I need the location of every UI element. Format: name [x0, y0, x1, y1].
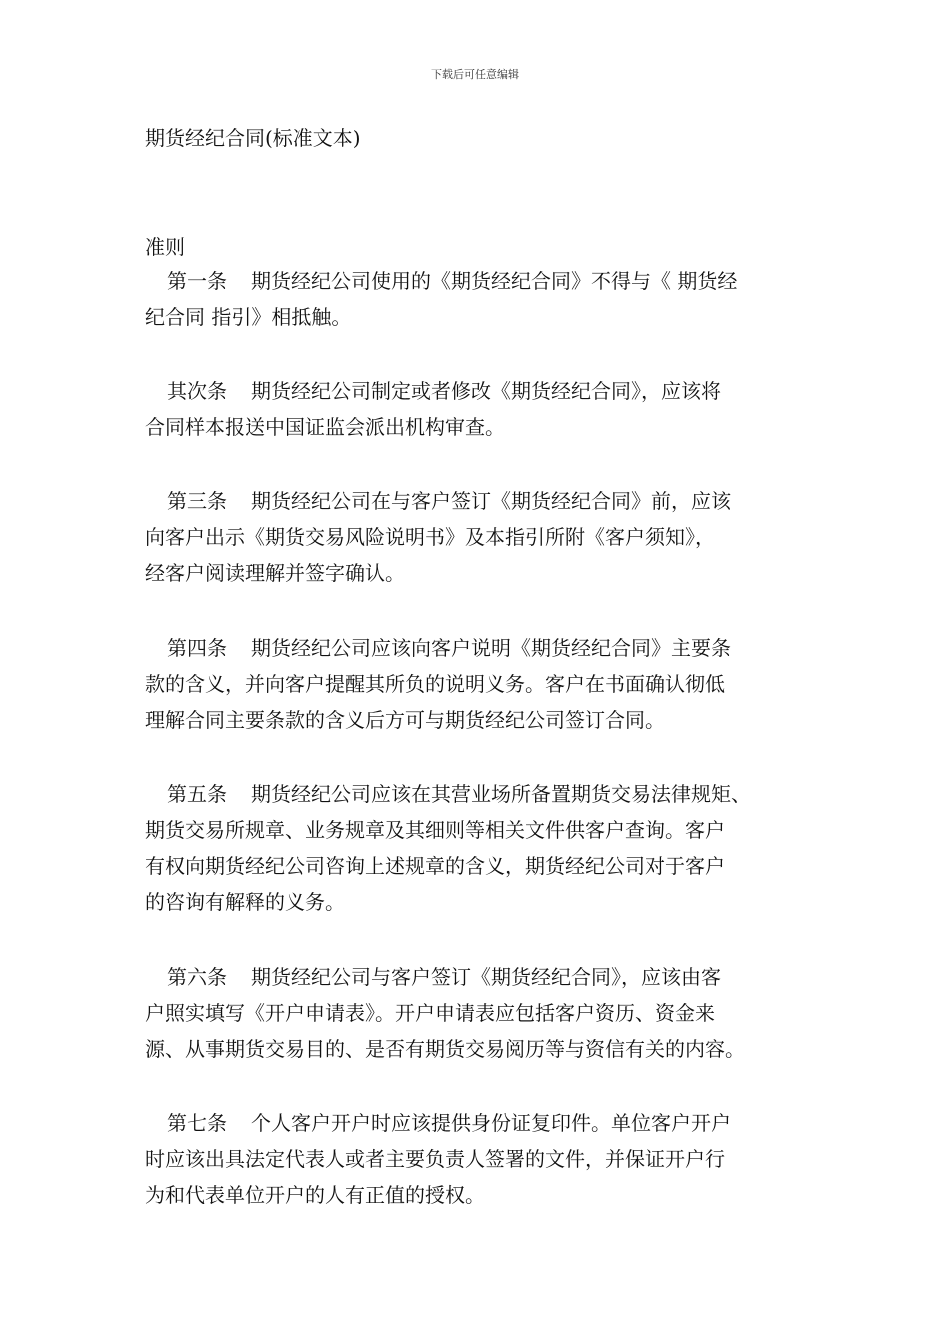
article-line [145, 630, 810, 666]
article-text: 期货经纪公司应该向客户说明《期货经纪合同》主要条 [251, 636, 731, 660]
section-heading: 准则 [145, 235, 185, 259]
article-number: 第四条 [167, 636, 227, 660]
article-line: 户照实填写《开户申请表》。开户申请表应包括客户资历、资金来 [145, 1001, 715, 1025]
article-text: 期货经纪公司制定或者修改《期货经纪合同》，应该将 [251, 379, 721, 403]
article-line: 源、从事期货交易目的、是否有期货交易阅历等与资信有关的内容。 [145, 1037, 745, 1061]
article-4 [145, 630, 810, 738]
article-number: 第六条 [167, 965, 227, 989]
article-line: 理解合同主要条款的含义后方可与期货经纪公司签订合同。 [145, 708, 665, 732]
article-2 [145, 373, 810, 445]
article-line: 向客户出示《期货交易风险说明书》及本指引所附《客户须知》， [145, 525, 715, 549]
article-line [145, 1105, 810, 1141]
document-title: 期货经纪合同(标准文本) [145, 126, 361, 150]
article-number: 第三条 [167, 489, 227, 513]
article-line: 为和代表单位开户的人有正值的授权。 [145, 1183, 485, 1207]
article-text: 期货经纪公司应该在其营业场所备置期货交易法律规矩、 [251, 782, 751, 806]
article-text: 期货经纪公司在与客户签订《期货经纪合同》前，应该 [251, 489, 731, 513]
article-line: 合同样本报送中国证监会派出机构审查。 [145, 415, 505, 439]
article-line: 有权向期货经纪公司咨询上述规章的含义，期货经纪公司对于客户 [145, 854, 725, 878]
article-number: 第七条 [167, 1111, 227, 1135]
header-note: 下载后可任意编辑 [431, 68, 519, 81]
article-line: 纪合同 指引》相抵触。 [145, 305, 352, 329]
article-text: 个人客户开户时应该提供身份证复印件。单位客户开户 [251, 1111, 731, 1135]
article-number: 第一条 [167, 269, 227, 293]
article-line [145, 959, 810, 995]
article-number: 其次条 [167, 379, 227, 403]
article-5 [145, 776, 810, 920]
article-6 [145, 959, 810, 1067]
article-1 [145, 263, 810, 335]
article-line: 经客户阅读理解并签字确认。 [145, 561, 405, 585]
article-7 [145, 1105, 810, 1213]
article-line [145, 776, 810, 812]
article-line [145, 373, 810, 409]
article-line: 的咨询有解释的义务。 [145, 890, 345, 914]
article-line: 时应该出具法定代表人或者主要负责人签署的文件，并保证开户行 [145, 1147, 725, 1171]
article-line: 款的含义，并向客户提醒其所负的说明义务。客户在书面确认彻低 [145, 672, 725, 696]
article-text: 期货经纪公司使用的《期货经纪合同》不得与《 期货经 [251, 269, 738, 293]
article-text: 期货经纪公司与客户签订《期货经纪合同》，应该由客 [251, 965, 721, 989]
article-line [145, 263, 810, 299]
article-line [145, 483, 810, 519]
article-line: 期货交易所规章、业务规章及其细则等相关文件供客户查询。客户 [145, 818, 725, 842]
article-3 [145, 483, 810, 591]
article-number: 第五条 [167, 782, 227, 806]
